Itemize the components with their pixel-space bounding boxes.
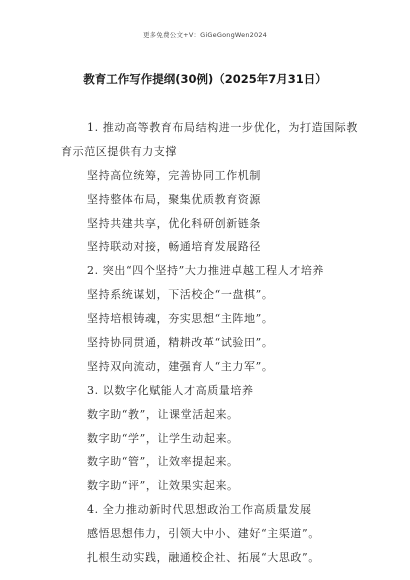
section-heading-4: 4. 全力推动新时代思想政治工作高质量发展 [87,503,312,517]
list-item: 数字助“教”，让课堂活起来。 [87,407,239,421]
list-item: 数字助“学”，让学生动起来。 [87,431,239,445]
page-header: 更多免费公文+V：GiGeGongWen2024 [142,31,268,39]
section-heading-1: 1. 推动高等教育布局结构进一步优化，为打造国际教 [87,121,358,134]
list-item: 坚持双向流动，建强育人“主力军”。 [87,359,274,373]
section-heading-2: 2. 突出“四个坚持”大力推进卓越工程人才培养 [87,264,325,278]
list-item: 坚持培根铸魂，夯实思想“主阵地”。 [87,312,274,326]
list-item: 坚持系统谋划，下活校企“一盘棋”。 [87,288,274,302]
list-item: 数字助“管”，让效率提起来。 [87,455,239,469]
document-title: 教育工作写作提纲(30例)（2025年7月31日） [83,72,327,86]
document-body [61,116,358,570]
list-item: 坚持共建共享，优化科研创新链条 [87,216,261,230]
list-item: 坚持整体布局，聚集优质教育资源 [87,192,261,206]
list-item: 扎根生动实践，融通校企社、拓展“大思政”。 [87,551,320,565]
section-heading-3: 3. 以数字化赋能人才高质量培养 [87,383,254,397]
list-item: 坚持联动对接，畅通培育发展路径 [87,240,261,254]
list-item: 坚持协同贯通，精耕改革“试验田”。 [87,336,274,350]
list-item: 坚持高位统筹，完善协同工作机制 [87,168,261,182]
list-item: 数字助“评”，让效果实起来。 [87,479,239,493]
list-item: 感悟思想伟力，引领大中小、建好“主渠道”。 [87,527,320,541]
section-heading-1-continued: 育示范区提供有力支撑 [61,144,177,158]
